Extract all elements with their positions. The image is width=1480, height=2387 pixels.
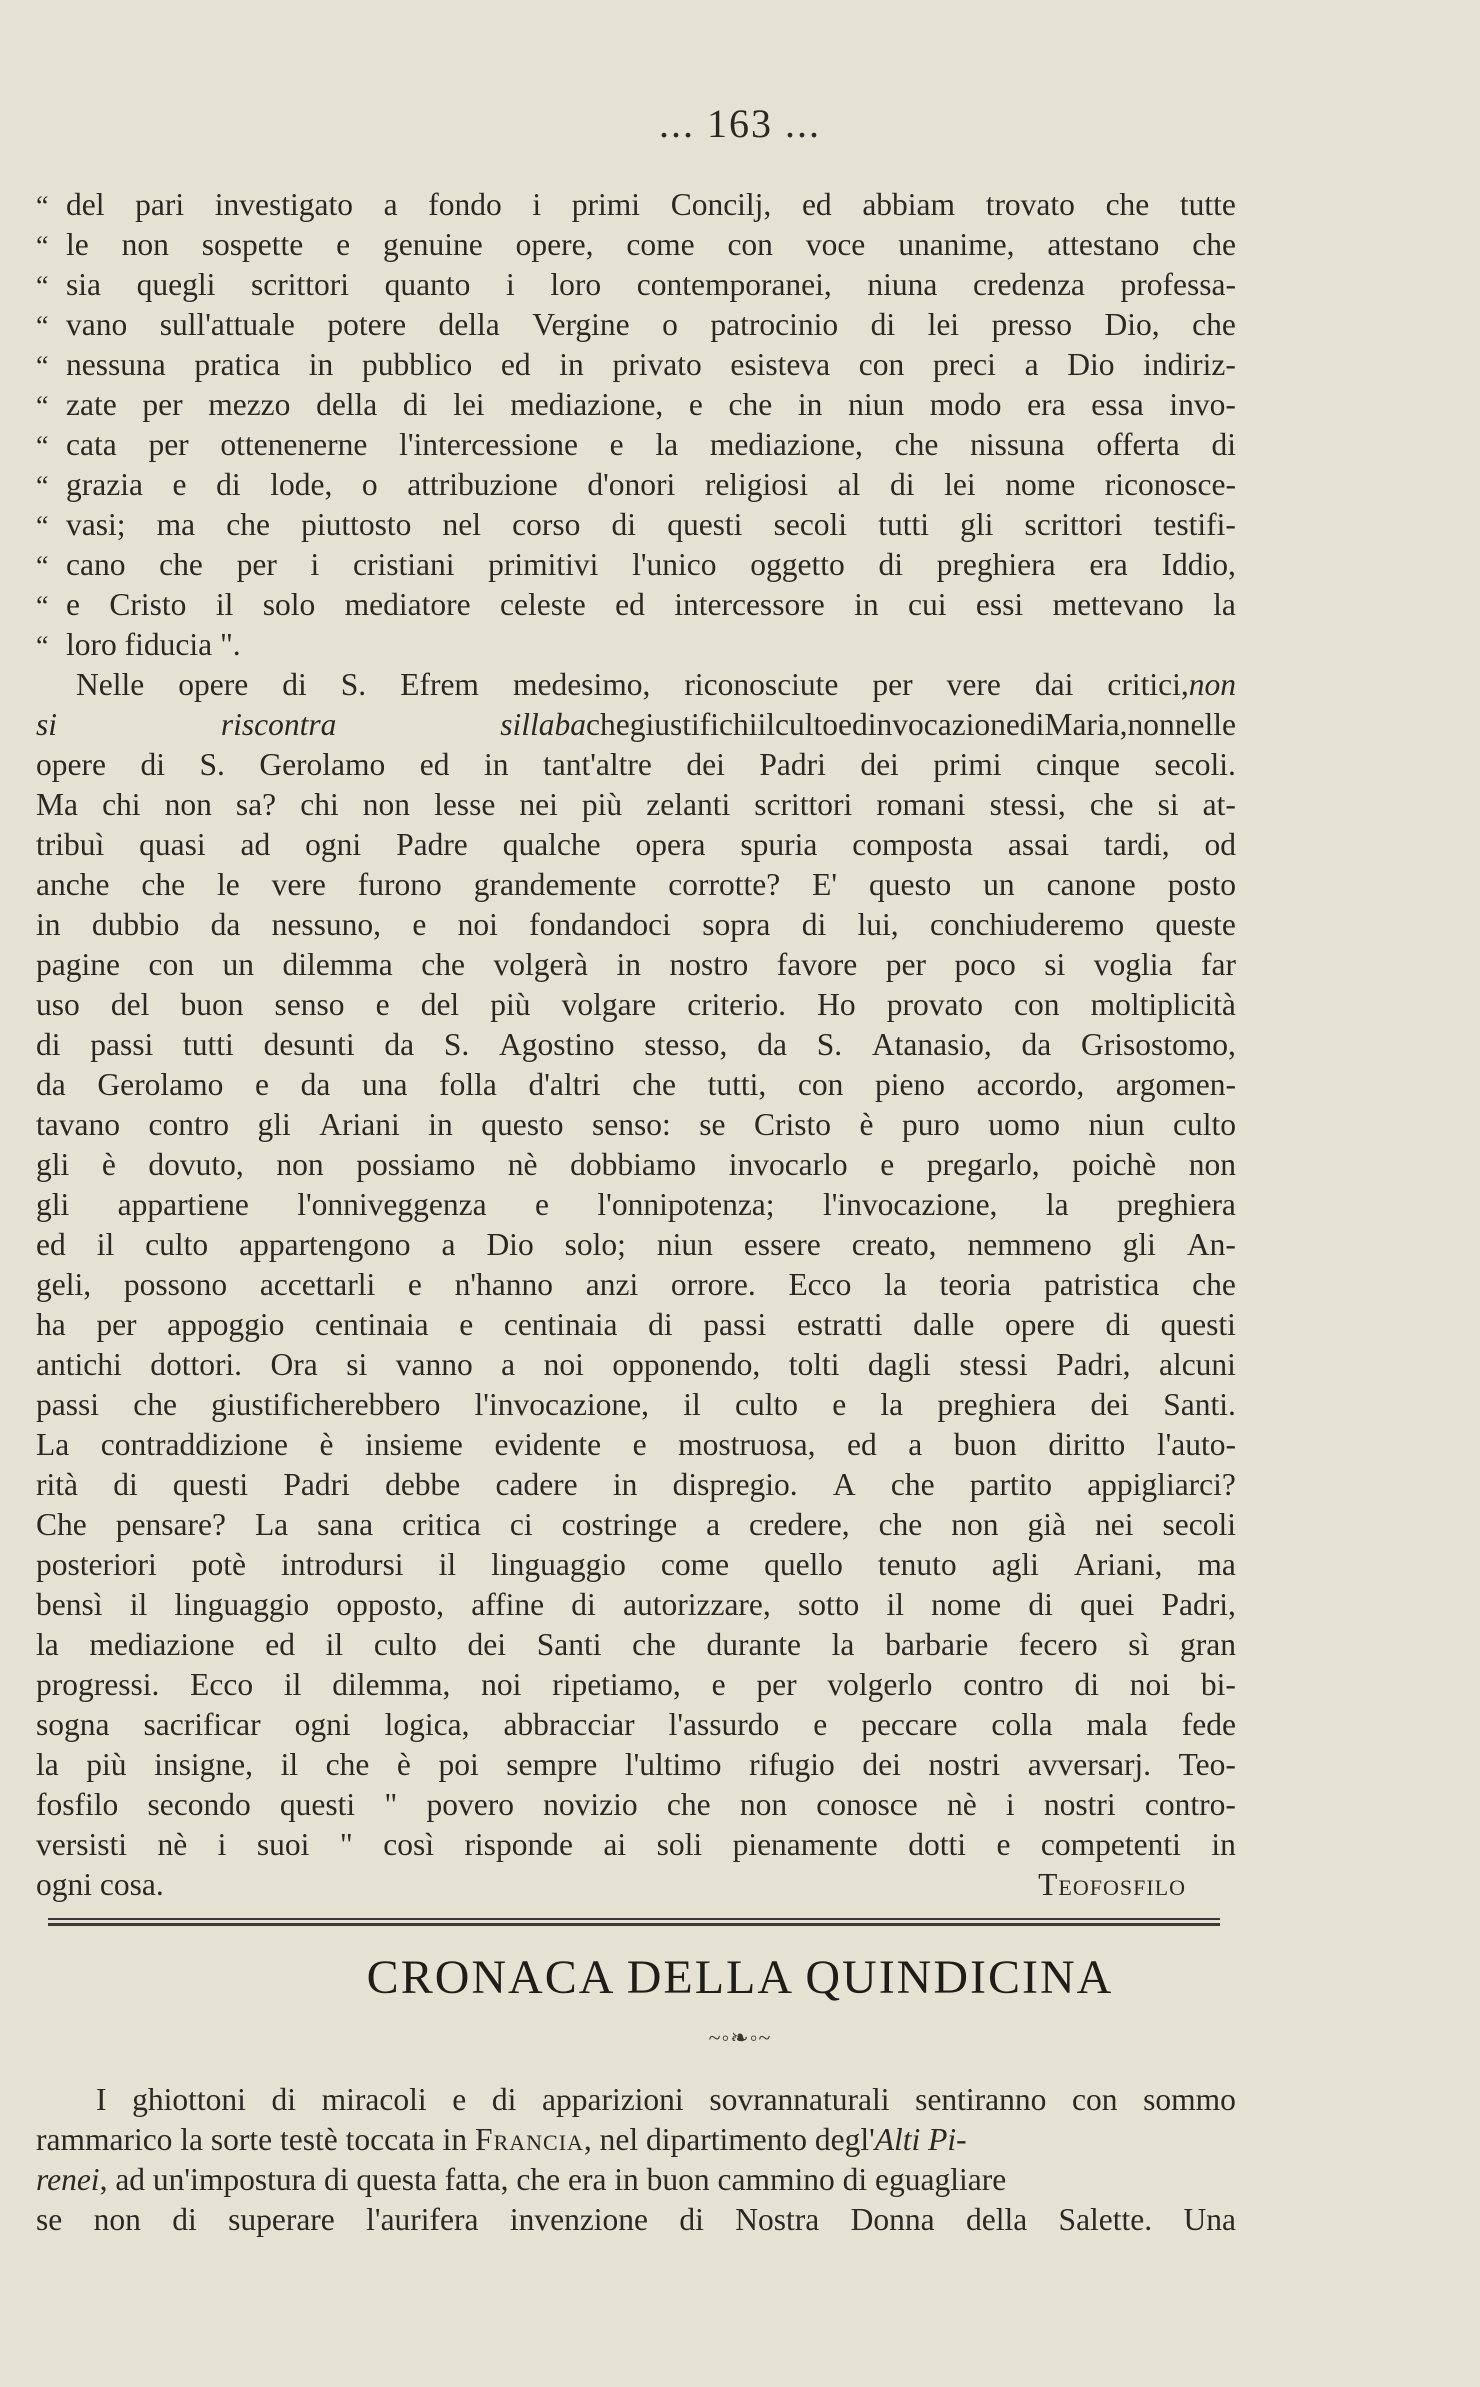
- quote-text: del pari investigato a fondo i primi Concilj, ed abbiam trovato che tutte: [66, 187, 1236, 222]
- quote-text: cata per ottenenerne l'intercessione e la mediazione, che nissuna offerta di: [66, 427, 1236, 462]
- text-segment: in dubbio da nessuno, e noi fondandoci sopra di lui, conchiuderemo queste: [36, 907, 1236, 942]
- quote-text: cano che per i cristiani primitivi l'unico oggetto di preghiera era Iddio,: [66, 547, 1236, 582]
- text-line: [36, 1865, 1236, 1905]
- quote-mark: “: [36, 311, 49, 342]
- author-signature: Teofosfilo: [1038, 1867, 1186, 1902]
- quote-text: e Cristo il solo mediatore celeste ed intercessore in cui essi mettevano la: [66, 587, 1236, 622]
- text-line: [36, 745, 1236, 785]
- italic-text: si riscontra sillaba: [36, 707, 587, 742]
- text-line: [36, 1305, 1236, 1345]
- paragraph-main: [36, 665, 1236, 1905]
- text-line: [36, 705, 1236, 745]
- section-title: CRONACA DELLA QUINDICINA: [366, 1951, 1114, 2004]
- text-segment: renei, ad un'impostura di questa fatta, che era in buon cammino di eguagliare: [36, 2162, 1007, 2197]
- text-line: [36, 1545, 1236, 1585]
- text-line: [36, 1625, 1236, 1665]
- text-segment: bensì il linguaggio opposto, affine di autorizzare, sotto il nome di quei Padri,: [36, 1587, 1236, 1622]
- text-line: [36, 2160, 1236, 2200]
- quote-mark: “: [36, 471, 49, 502]
- quote-line: [36, 585, 1236, 625]
- text-segment: ed il culto appartengono a Dio solo; niun essere creato, nemmeno gli An-: [36, 1227, 1236, 1262]
- quote-text: sia quegli scrittori quanto i loro contemporanei, niuna credenza professa-: [66, 267, 1236, 302]
- text-line: [36, 2120, 1236, 2160]
- quote-text: zate per mezzo della di lei mediazione, e che in niun modo era essa invo-: [66, 387, 1236, 422]
- text-line: [36, 1105, 1236, 1145]
- text-segment: di passi tutti desunti da S. Agostino stesso, da S. Atanasio, da Grisostomo,: [36, 1027, 1236, 1062]
- quote-line: [36, 465, 1236, 505]
- text-line: [36, 785, 1236, 825]
- text-segment: rità di questi Padri debbe cadere in dispregio. A che partito appigliarci?: [36, 1467, 1236, 1502]
- text-line: [36, 2200, 1236, 2240]
- quote-line: [36, 345, 1236, 385]
- text-segment: sogna sacrificar ogni logica, abbracciar l'assurdo e peccare colla mala fede: [36, 1707, 1236, 1742]
- text-segment: Nelle opere di S. Efrem medesimo, riconosciute per vere dai critici,: [76, 667, 1189, 702]
- quote-mark: “: [36, 511, 49, 542]
- quote-text: vasi; ma che piuttosto nel corso di questi secoli tutti gli scrittori testifi-: [66, 507, 1236, 542]
- ornament-flourish: ~◦❧◦~: [708, 2025, 772, 2050]
- divider-rule: [48, 1918, 1220, 1920]
- text-segment: che giustifichi il culto ed invocazione di Maria, non nelle: [586, 707, 1236, 742]
- quote-mark: “: [36, 391, 49, 422]
- text-segment: ogni cosa.: [36, 1867, 164, 1902]
- text-line: [36, 1825, 1236, 1865]
- text-segment: ha per appoggio centinaia e centinaia di passi estratti dalle opere di questi: [36, 1307, 1236, 1342]
- text-line: [36, 1745, 1236, 1785]
- quote-mark: “: [36, 631, 49, 662]
- text-line: [36, 1185, 1236, 1225]
- text-line: [36, 1665, 1236, 1705]
- text-segment: antichi dottori. Ora si vanno a noi opponendo, tolti dagli stessi Padri, alcuni: [36, 1347, 1236, 1382]
- paragraph-chronicle: [36, 2080, 1236, 2240]
- text-segment: fosfilo secondo questi " povero novizio che non conosce nè i nostri contro-: [36, 1787, 1236, 1822]
- quote-line: [36, 505, 1236, 545]
- text-segment: gli appartiene l'onniveggenza e l'onnipotenza; l'invocazione, la preghiera: [36, 1187, 1236, 1222]
- text-segment: gli è dovuto, non possiamo nè dobbiamo invocarlo e pregarlo, poichè non: [36, 1147, 1236, 1182]
- quote-line: [36, 545, 1236, 585]
- text-segment: posteriori potè introdursi il linguaggio come quello tenuto agli Ariani, ma: [36, 1547, 1236, 1582]
- text-line: [36, 1785, 1236, 1825]
- text-segment: da Gerolamo e da una folla d'altri che tutti, con pieno accordo, argomen-: [36, 1067, 1236, 1102]
- text-line: [36, 1705, 1236, 1745]
- text-line: [36, 1225, 1236, 1265]
- quote-line: [36, 225, 1236, 265]
- text-segment: geli, possono accettarli e n'hanno anzi orrore. Ecco la teoria patristica che: [36, 1267, 1236, 1302]
- text-line: [36, 665, 1236, 705]
- quote-line: [36, 265, 1236, 305]
- text-segment: tribuì quasi ad ogni Padre qualche opera spuria composta assai tardi, od: [36, 827, 1236, 862]
- text-line: [36, 825, 1236, 865]
- quote-text: le non sospette e genuine opere, come con voce unanime, attestano che: [66, 227, 1236, 262]
- text-line: [36, 2080, 1236, 2120]
- text-segment: la mediazione ed il culto dei Santi che durante la barbarie fecero sì gran: [36, 1627, 1236, 1662]
- paragraph-lines: [36, 745, 1236, 1865]
- page-number: ... 163 ...: [659, 101, 821, 146]
- text-line: [36, 1465, 1236, 1505]
- text-segment: Che pensare? La sana critica ci costringe a credere, che non già nei secoli: [36, 1507, 1236, 1542]
- divider-rule-thick: [48, 1923, 1220, 1926]
- quote-mark: “: [36, 431, 49, 462]
- text-line: [36, 1345, 1236, 1385]
- quote-line: [36, 305, 1236, 345]
- quote-block: [36, 185, 1236, 665]
- quote-mark: “: [36, 551, 49, 582]
- text-segment: opere di S. Gerolamo ed in tant'altre dei Padri dei primi cinque secoli.: [36, 747, 1236, 782]
- quote-mark: “: [36, 271, 49, 302]
- text-segment: Ma chi non sa? chi non lesse nei più zelanti scrittori romani stessi, che si at-: [36, 787, 1236, 822]
- quote-mark: “: [36, 591, 49, 622]
- text-line: [36, 985, 1236, 1025]
- text-segment: la più insigne, il che è poi sempre l'ultimo rifugio dei nostri avversarj. Teo-: [36, 1747, 1236, 1782]
- text-line: [36, 1265, 1236, 1305]
- text-line: [36, 1025, 1236, 1065]
- text-segment: rammarico la sorte testè toccata in Francia, nel dipartimento degl'Alti Pi-: [36, 2122, 967, 2157]
- text-segment: La contraddizione è insieme evidente e mostruosa, ed a buon diritto l'auto-: [36, 1427, 1236, 1462]
- text-line: [36, 1065, 1236, 1105]
- text-line: [36, 1385, 1236, 1425]
- text-segment: passi che giustificherebbero l'invocazione, il culto e la preghiera dei Santi.: [36, 1387, 1236, 1422]
- text-segment: progressi. Ecco il dilemma, noi ripetiamo, e per volgerlo contro di noi bi-: [36, 1667, 1236, 1702]
- text-segment: tavano contro gli Ariani in questo senso: se Cristo è puro uomo niun culto: [36, 1107, 1236, 1142]
- text-segment: uso del buon senso e del più volgare criterio. Ho provato con moltiplicità: [36, 987, 1236, 1022]
- text-line: [36, 945, 1236, 985]
- italic-text: renei: [36, 2162, 100, 2197]
- quote-mark: “: [36, 191, 49, 222]
- quote-line: [36, 625, 1236, 665]
- italic-text: non: [1188, 667, 1236, 702]
- quote-mark: “: [36, 231, 49, 262]
- text-segment: I ghiottoni di miracoli e di apparizioni sovrannaturali sentiranno con sommo: [96, 2082, 1236, 2117]
- text-line: [36, 905, 1236, 945]
- quote-text: loro fiducia ".: [66, 627, 241, 662]
- text-line: [36, 1585, 1236, 1625]
- quote-line: [36, 425, 1236, 465]
- italic-text: Alti Pi-: [874, 2122, 967, 2157]
- quote-text: nessuna pratica in pubblico ed in privato esisteva con preci a Dio indiriz-: [66, 347, 1236, 382]
- text-line: [36, 1425, 1236, 1465]
- text-line: [36, 1505, 1236, 1545]
- quote-mark: “: [36, 351, 49, 382]
- text-segment: versisti nè i suoi " così risponde ai soli pienamente dotti e competenti in: [36, 1827, 1236, 1862]
- text-line: [36, 1145, 1236, 1185]
- quote-text: vano sull'attuale potere della Vergine o patrocinio di lei presso Dio, che: [66, 307, 1236, 342]
- text-segment: pagine con un dilemma che volgerà in nostro favore per poco si voglia far: [36, 947, 1236, 982]
- place-name: Francia: [475, 2122, 584, 2157]
- quote-line: [36, 385, 1236, 425]
- text-line: [36, 865, 1236, 905]
- quote-text: grazia e di lode, o attribuzione d'onori religiosi al di lei nome riconosce-: [66, 467, 1236, 502]
- text-segment: anche che le vere furono grandemente corrotte? E' questo un canone posto: [36, 867, 1236, 902]
- quote-line: [36, 185, 1236, 225]
- text-segment: se non di superare l'aurifera invenzione di Nostra Donna della Salette. Una: [36, 2202, 1236, 2237]
